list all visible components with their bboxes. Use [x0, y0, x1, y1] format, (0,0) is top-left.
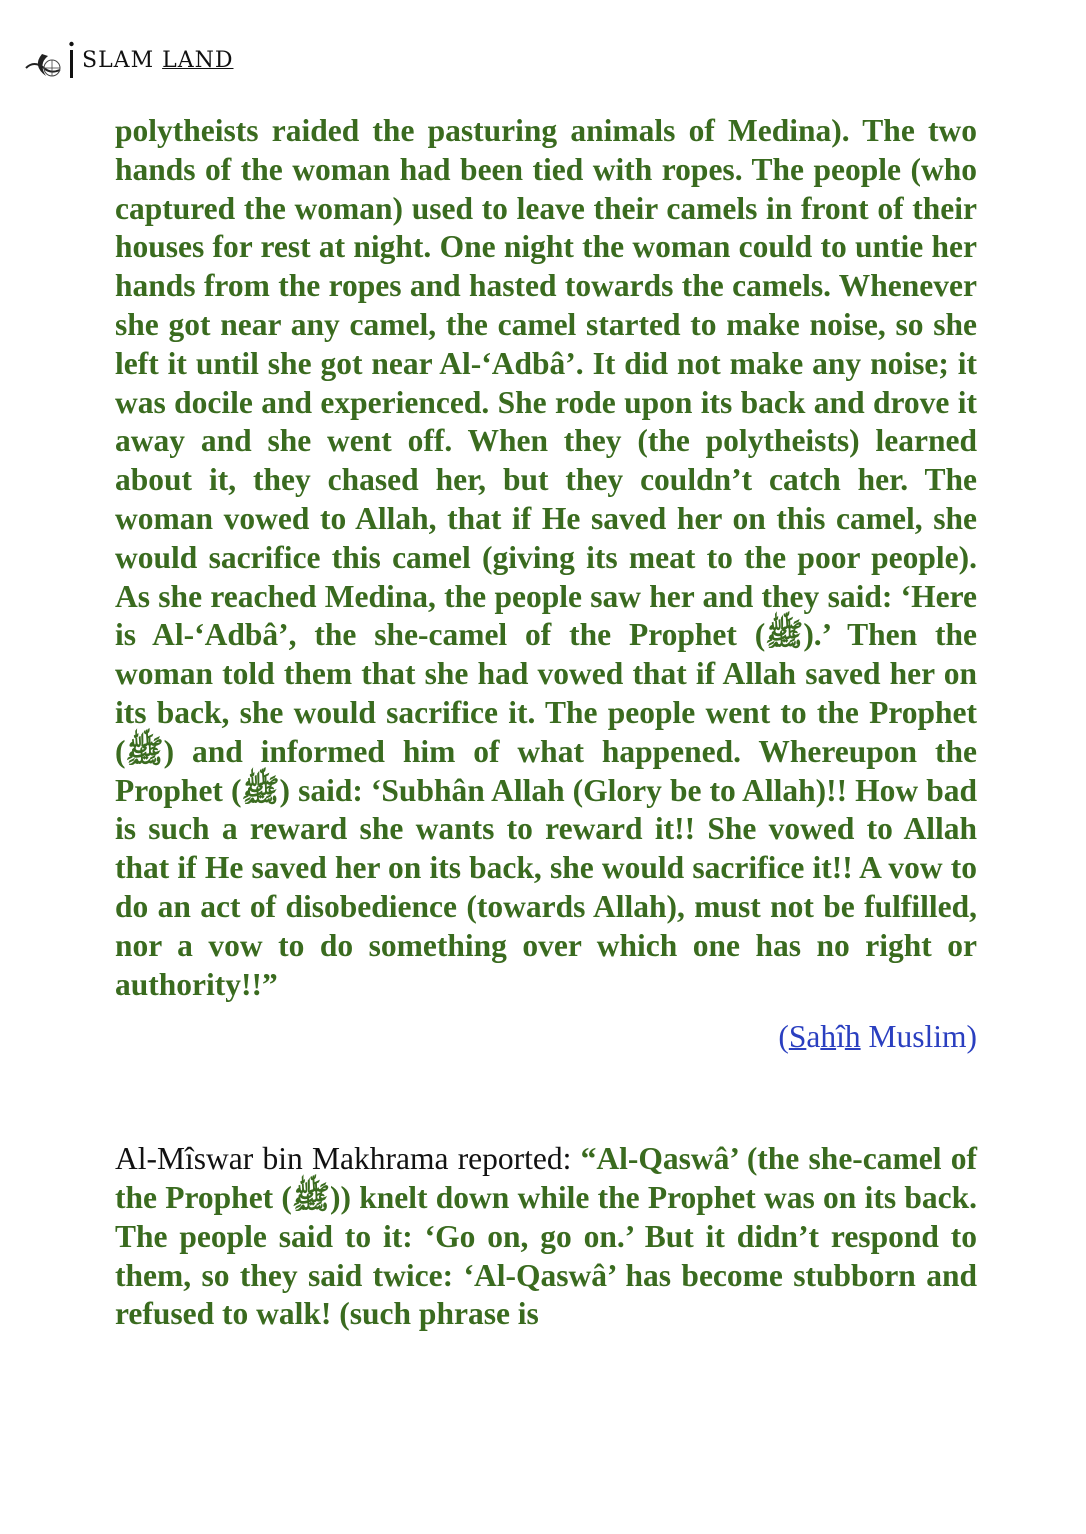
citation-i: î	[836, 1019, 845, 1055]
page-content	[115, 112, 977, 1334]
hadith-1-text: polytheists raided the pasturing animals of Medina). The two hands of the woman had been tied with ropes. The people (who captured the woman) used to leave their camels in front of their houses for rest at night. One night the woman could to untie her hands from the ropes and hasted towards the camels. Whenever she got near any camel, the camel started to make noise, so she left it until she got near Al-‘Adbâ’. It did not make any noise; it was docile and experienced. She rode upon its back and drove it away and she went off. When they (the polytheists) learned about it, they chased her, but they couldn’t catch her. The woman vowed to Allah, that if He saved her on this camel, she would sacrifice this camel (giving its meat to the poor people). As she reached Medina, the people saw her and they said: ‘Here is Al-‘Adbâ’, the she-camel of the Prophet (ﷺ).’ Then the woman told them that she had vowed that if Allah saved her on its back, she would sacrifice it. The people went to the Prophet (ﷺ) and informed him of what happened. Whereupon the Prophet (ﷺ) said: ‘Subhân Allah (Glory be to Allah)!! How bad is such a reward she wants to reward it!! She vowed to Allah that if He saved her on its back, she would sacrifice it!! A vow to do an act of disobedience (towards Allah), must not be fulfilled, nor a vow to do something over which one has no right or authority!!”	[115, 113, 977, 1002]
logo-word-land: LAND	[162, 48, 234, 73]
crescent-globe-icon	[20, 38, 80, 84]
logo-wordmark	[82, 48, 234, 73]
hadith-2-narrator: Al-Mîswar bin Makhrama reported:	[115, 1141, 581, 1177]
islamland-logo	[20, 38, 270, 84]
citation-h2: h	[844, 1019, 861, 1055]
hadith-2-text: “Al-Qaswâ’ (the she-camel of the Prophet (ﷺ)) knelt down while the Prophet was on its back. The people said to it: ‘Go on, go on.’ But it didn’t respond to them, so they said twice: ‘Al-Qaswâ’ has become stubborn and refused to walk! (such phrase is	[115, 1141, 977, 1332]
citation-h1: h	[820, 1019, 837, 1055]
citation-a: a	[806, 1019, 821, 1055]
hadith-2	[115, 1140, 977, 1334]
citation-open: (	[778, 1019, 789, 1055]
citation-rest: Muslim)	[860, 1019, 977, 1055]
hadith-1-citation	[115, 1018, 977, 1057]
logo-word-islam: SLAM	[82, 48, 155, 73]
citation-s: S	[788, 1019, 807, 1055]
